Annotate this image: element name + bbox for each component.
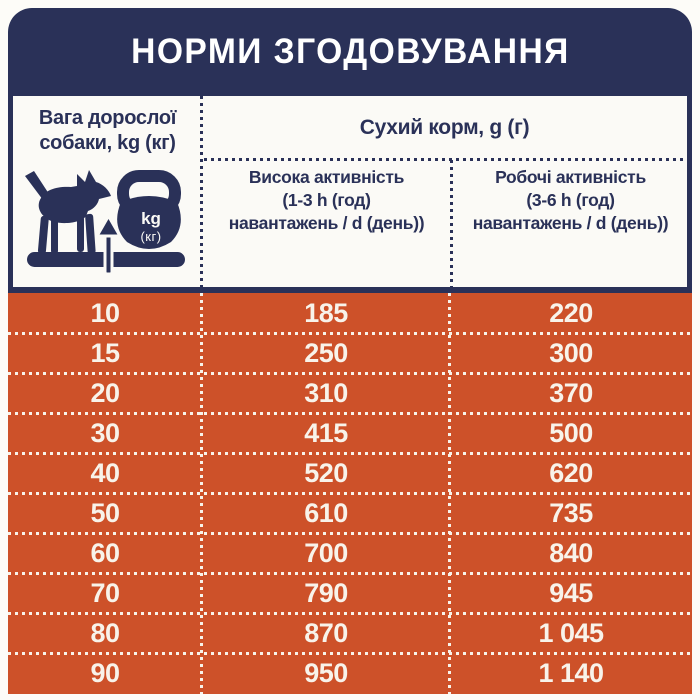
working-activity-cell: 1 140: [538, 658, 604, 689]
high-activity-cell: 310: [304, 377, 348, 408]
working-activity-cell: 300: [549, 337, 593, 368]
working-activity-column-header: [454, 166, 687, 234]
feeding-table-body: [8, 293, 692, 694]
kettlebell-kg-label: kg: [141, 209, 161, 228]
working-activity-cell: 735: [549, 498, 593, 529]
working-activity-line3: навантажень / d (день)): [472, 212, 669, 233]
working-activity-cell: 370: [549, 377, 593, 408]
high-activity-line3: навантажень / d (день)): [228, 212, 425, 233]
table-row: [8, 574, 692, 614]
high-activity-cell: 700: [304, 538, 348, 569]
working-activity-cell: 500: [549, 417, 593, 448]
page-title: НОРМИ ЗГОДОВУВАННЯ: [130, 32, 570, 71]
high-activity-cell: 520: [304, 457, 348, 488]
working-activity-line2: (3-6 h (год): [526, 189, 615, 210]
feeding-norms-card: [8, 8, 692, 694]
table-row: [8, 453, 692, 493]
dog-kettlebell-icon: [15, 154, 201, 286]
divider-high-vs-work-body: [448, 293, 451, 694]
weight-cell: 90: [90, 658, 120, 689]
table-row: [8, 373, 692, 413]
weight-cell: 60: [90, 538, 120, 569]
high-activity-line1: Висока активність: [248, 167, 405, 187]
weight-cell: 20: [90, 377, 120, 408]
weight-cell: 80: [90, 618, 120, 649]
dog-icon: [25, 170, 111, 254]
working-activity-cell: 840: [549, 538, 593, 569]
high-activity-cell: 610: [304, 498, 348, 529]
divider-under-dry-food: [204, 158, 687, 161]
weight-header-line2: собаки, kg (кг): [39, 132, 176, 154]
dry-food-group-header: Сухий корм, g (г): [359, 116, 530, 139]
kettlebell-kg-cyrillic-label: (кг): [140, 229, 162, 244]
weight-cell: 70: [90, 578, 120, 609]
table-row: [8, 534, 692, 574]
table-row: [8, 654, 692, 694]
high-activity-cell: 870: [304, 618, 348, 649]
high-activity-cell: 250: [304, 337, 348, 368]
working-activity-cell: 220: [549, 297, 593, 328]
weight-cell: 50: [90, 498, 120, 529]
divider-high-vs-work-header: [450, 160, 453, 287]
high-activity-cell: 790: [304, 578, 348, 609]
high-activity-cell: 185: [304, 297, 348, 328]
dog-weighing-illustration: [15, 154, 201, 286]
weight-cell: 40: [90, 457, 120, 488]
high-activity-cell: 415: [304, 417, 348, 448]
working-activity-cell: 620: [549, 457, 593, 488]
weight-cell: 15: [90, 337, 120, 368]
working-activity-cell: 945: [549, 578, 593, 609]
kettlebell-icon: [117, 176, 181, 249]
weight-column-header: [13, 106, 202, 156]
table-rows: [8, 293, 692, 694]
weight-cell: 10: [90, 297, 120, 328]
table-row: [8, 614, 692, 654]
weight-cell: 30: [90, 417, 120, 448]
high-activity-line2: (1-3 h (год): [282, 189, 371, 210]
table-row: [8, 333, 692, 373]
weight-header-line1: Вага дорослої: [38, 107, 177, 129]
table-header-section: [8, 96, 692, 293]
table-row: [8, 413, 692, 453]
high-activity-cell: 950: [304, 658, 348, 689]
title-band: [8, 8, 692, 96]
table-row: [8, 293, 692, 333]
table-row: [8, 493, 692, 533]
divider-weight-vs-food: [200, 96, 203, 287]
divider-weight-vs-high-body: [200, 293, 203, 694]
high-activity-column-header: [205, 166, 448, 234]
working-activity-cell: 1 045: [538, 618, 604, 649]
working-activity-line1: Робочі активність: [495, 167, 646, 187]
